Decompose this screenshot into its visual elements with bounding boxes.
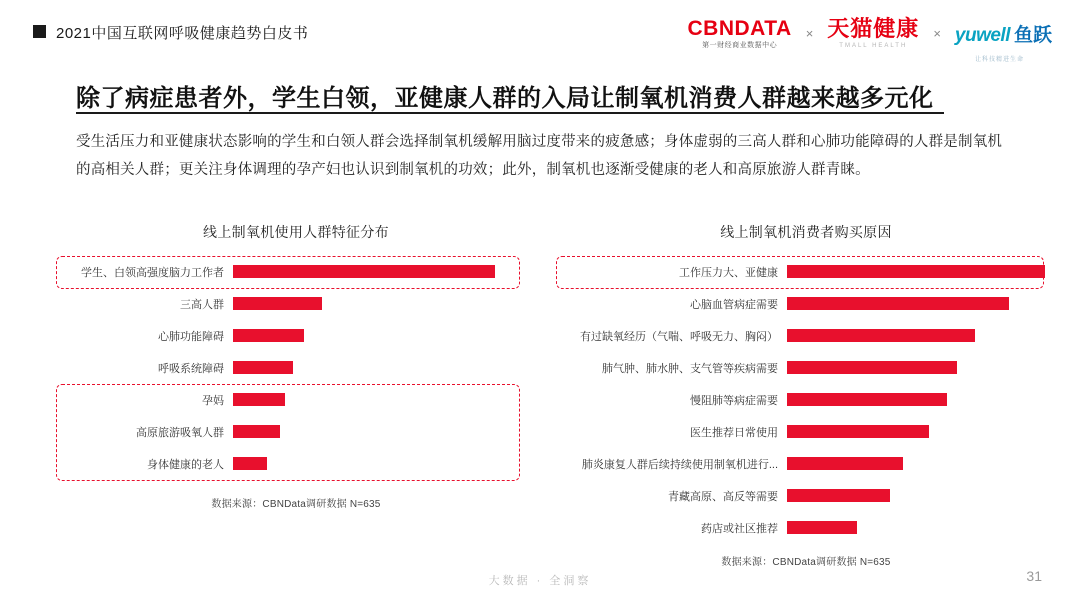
chart-bar-row: [56, 324, 536, 347]
chart-bar-row: [56, 420, 536, 443]
chart-bar-row: [556, 484, 1056, 507]
page-title: 除了病症患者外，学生白领，亚健康人群的入局让制氧机消费人群越来越多元化: [76, 85, 934, 112]
chart-bar: [787, 425, 929, 438]
chart-bar-label: 心脑血管病症需要: [690, 298, 778, 311]
chart-bar: [787, 329, 975, 342]
logo-separator-1: ×: [805, 25, 814, 41]
chart-bar: [787, 393, 947, 406]
chart-bar-row: [556, 388, 1056, 411]
cbndata-logo: [687, 18, 791, 49]
chart-bar: [787, 297, 1009, 310]
tmall-health-logo-sub: TMALL HEALTH: [839, 42, 908, 49]
page-number: 31: [1026, 568, 1042, 584]
chart-bar: [233, 265, 495, 278]
chart-bar-label: 药店或社区推荐: [701, 522, 778, 535]
logo-group: [687, 14, 1052, 63]
chart-bar-label: 慢阻肺等病症需要: [690, 394, 778, 407]
cbndata-logo-sub: 第一财经商业数据中心: [702, 41, 778, 49]
chart-bar-row: [56, 452, 536, 475]
chart-left-source: 数据来源：CBNData调研数据 N=635: [211, 499, 381, 510]
chart-bar-label: 身体健康的老人: [147, 458, 224, 471]
page-paragraph: 受生活压力和亚健康状态影响的学生和白领人群会选择制氧机缓解用脑过度带来的疲惫感；身体虚弱的三高人群和心肺功能障碍的人群是制氧机的高相关人群；更关注身体调理的孕产妇也认识到制氧机的功效；此外，制氧机也逐渐受健康的老人和高原旅游人群青睐。: [76, 134, 1003, 178]
logo-separator-2: ×: [933, 25, 941, 41]
title-divider: [76, 112, 944, 114]
chart-bar: [233, 425, 280, 438]
chart-bar-label: 高原旅游吸氧人群: [136, 426, 224, 439]
chart-bar-row: [56, 260, 536, 283]
chart-bar-row: [556, 516, 1056, 539]
chart-bar-label: 孕妈: [202, 394, 224, 407]
chart-bar: [787, 457, 903, 470]
chart-bar-label: 工作压力大、亚健康: [679, 266, 778, 279]
chart-right-source: 数据来源：CBNData调研数据 N=635: [721, 557, 891, 568]
chart-bar-row: [56, 356, 536, 379]
chart-bar-row: [556, 260, 1056, 283]
chart-bar: [233, 457, 267, 470]
chart-bar-label: 肺炎康复人群后续持续使用制氧机进行...: [581, 458, 778, 471]
chart-bar: [787, 489, 890, 502]
chart-bar: [787, 521, 857, 534]
chart-bar-label: 肺气肿、肺水肿、支气管等疾病需要: [602, 362, 778, 375]
chart-bar-row: [556, 420, 1056, 443]
chart-left-rows: [56, 260, 536, 475]
chart-bar-row: [556, 292, 1056, 315]
chart-bar-row: [556, 452, 1056, 475]
chart-right-title: 线上制氧机消费者购买原因: [720, 224, 892, 240]
chart-bar-row: [56, 388, 536, 411]
yuwell-logo-latin: yuwell: [954, 24, 1010, 46]
chart-left: [56, 222, 536, 510]
chart-bar: [233, 329, 304, 342]
chart-bar-label: 呼吸系统障碍: [158, 362, 224, 375]
chart-bar: [233, 297, 322, 310]
chart-bar: [233, 361, 293, 374]
chart-right-rows: [556, 260, 1056, 539]
document-title: 2021中国互联网呼吸健康趋势白皮书: [56, 25, 309, 42]
chart-bar-label: 三高人群: [180, 298, 224, 311]
header-bullet-square: [33, 25, 46, 38]
chart-bar-label: 有过缺氧经历（气喘、呼吸无力、胸闷）: [580, 330, 778, 343]
chart-right: [556, 222, 1056, 568]
chart-bar-label: 青藏高原、高反等需要: [668, 490, 778, 503]
page-header: [0, 0, 1080, 63]
tmall-health-logo-text: 天猫健康: [827, 15, 920, 41]
chart-bar-label: 心肺功能障碍: [158, 330, 224, 343]
chart-bar: [233, 393, 285, 406]
yuwell-logo-tagline: 让科技精进生命: [974, 57, 1024, 63]
chart-bar-row: [556, 356, 1056, 379]
tmall-health-logo: [827, 15, 920, 49]
yuwell-logo-cn: 鱼跃: [1013, 24, 1052, 46]
chart-bar-label: 医生推荐日常使用: [690, 426, 778, 439]
chart-bar-row: [556, 324, 1056, 347]
footer-note: 大数据 · 全洞察: [488, 575, 592, 587]
yuwell-logo: [954, 20, 1052, 63]
chart-bar-row: [56, 292, 536, 315]
chart-bar: [787, 361, 957, 374]
chart-bar-label: 学生、白领高强度脑力工作者: [81, 266, 224, 279]
cbndata-logo-text: CBNDATA: [687, 16, 792, 40]
chart-left-title: 线上制氧机使用人群特征分布: [203, 224, 389, 240]
chart-bar: [787, 265, 1045, 278]
